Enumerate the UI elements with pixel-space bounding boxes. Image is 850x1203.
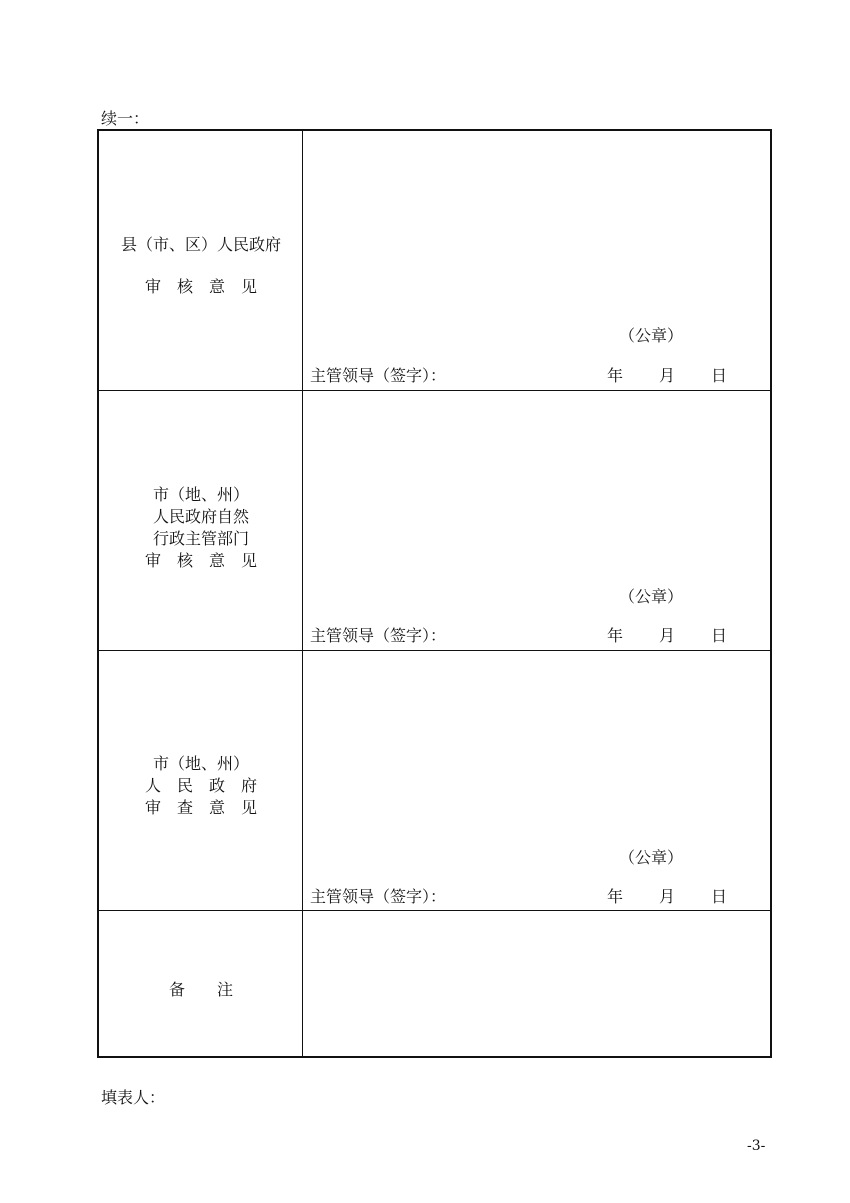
row-label-line: 人民政府自然 [152,507,249,526]
opinion-cell[interactable] [303,131,770,390]
table-row-county-review [99,131,770,390]
remarks-cell[interactable] [303,911,770,1058]
row-label-cell [99,651,303,910]
official-seal-label: （公章） [619,587,684,606]
row-label-line: 审 查 意 见 [144,798,257,817]
date-year-label: 年 [607,626,624,645]
form-filler-label: 填表人： [101,1088,166,1107]
signature-label: 主管领导（签字）： [310,887,447,906]
date-day-label: 日 [711,366,728,385]
opinion-cell[interactable] [303,391,770,650]
date-month-label: 月 [659,887,676,906]
table-row-remarks [99,910,770,1058]
row-label-cell [99,131,303,390]
page-number: -3- [747,1138,766,1154]
table-row-city-natural-resources-review [99,390,770,650]
row-label-line: 行政主管部门 [152,529,249,548]
opinion-cell[interactable] [303,651,770,910]
signature-label: 主管领导（签字）： [310,366,447,385]
date-day-label: 日 [711,626,728,645]
row-label-line: 审 核 意 见 [144,277,257,296]
row-label-line: 备 注 [168,980,233,999]
date-month-label: 月 [659,366,676,385]
date-month-label: 月 [659,626,676,645]
row-label-cell [99,911,303,1058]
date-day-label: 日 [711,887,728,906]
row-label-line: 市（地、州） [152,485,249,504]
official-seal-label: （公章） [619,848,684,867]
row-label-cell [99,391,303,650]
table-row-city-government-review [99,650,770,910]
row-label-line: 人 民 政 府 [144,776,257,795]
date-year-label: 年 [607,366,624,385]
row-label-line: 县（市、区）人民政府 [120,235,281,254]
continuation-label: 续一： [101,109,150,128]
row-label-line: 审 核 意 见 [144,551,257,570]
signature-label: 主管领导（签字）： [310,626,447,645]
review-form-table [97,129,772,1058]
row-label-line: 市（地、州） [152,754,249,773]
official-seal-label: （公章） [619,326,684,345]
date-year-label: 年 [607,887,624,906]
